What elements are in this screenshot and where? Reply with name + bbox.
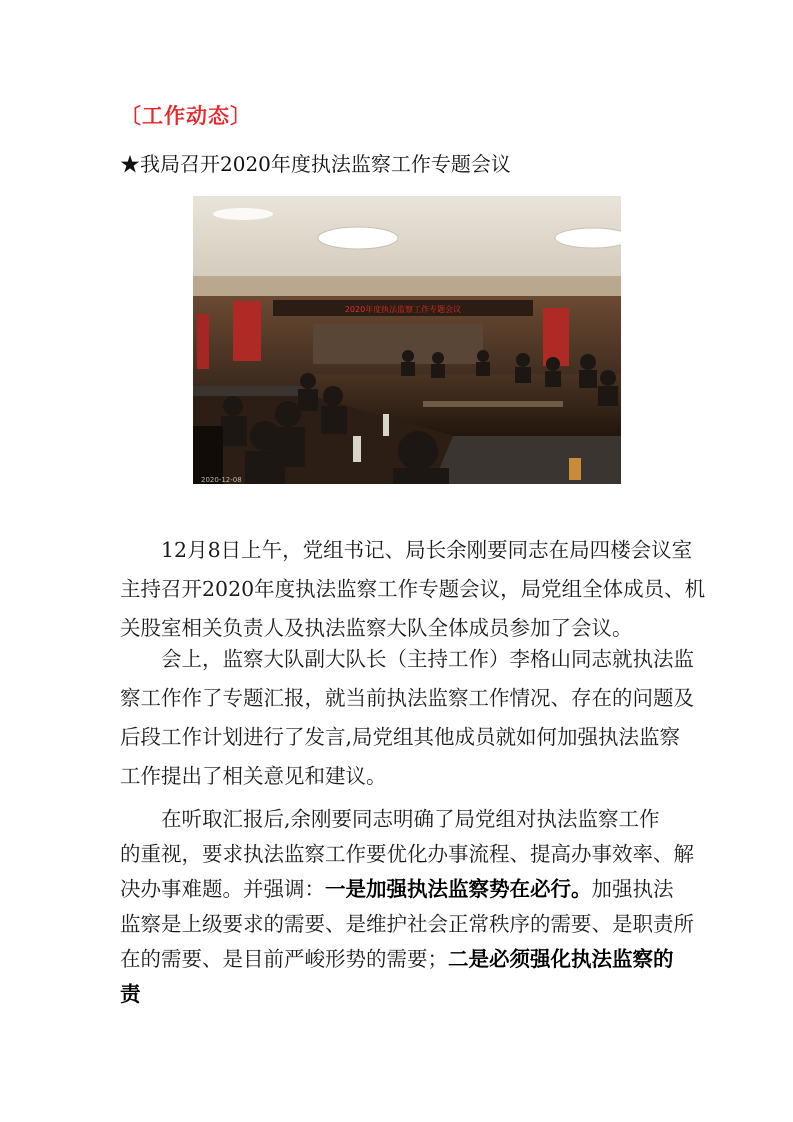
paragraph-3-line: 的重视，要求执法监察工作要优化办事流程、提高办事效率、解: [120, 842, 694, 866]
banner-text: 2020年度执法监察工作专题会议: [344, 305, 462, 314]
paragraph-1: [120, 531, 706, 648]
emphasis-point-two: 二是必须强化执法监察的: [448, 947, 674, 971]
paragraph-3-text: 决办事难题。并强调：: [120, 877, 325, 901]
paragraph-3-line: [120, 942, 680, 977]
paragraph-3: [120, 802, 694, 1012]
paragraph-2-line: 后段工作计划进行了发言,局党组其他成员就如何加强执法监察: [120, 725, 681, 749]
paragraph-1-line: 主持召开2020年度执法监察工作专题会议，局党组全体成员、机: [120, 577, 706, 601]
paragraph-3-line: 责: [120, 982, 141, 1006]
paragraph-3-line: 在听取汇报后,余刚要同志明确了局党组对执法监察工作: [161, 807, 660, 831]
paragraph-2-line: 察工作作了专题汇报，就当前执法监察工作情况、存在的问题及: [120, 686, 694, 710]
paragraph-3-line: [120, 872, 680, 907]
paragraph-2: [120, 640, 694, 796]
paragraph-3-line: 监察是上级要求的需要、是维护社会正常秩序的需要、是职责所: [120, 912, 694, 936]
section-tag: 〔工作动态〕: [120, 103, 252, 128]
article-headline: ★我局召开2020年度执法监察工作专题会议: [120, 152, 511, 176]
paragraph-1-line: 12月8日上午，党组书记、局长余刚要同志在局四楼会议室: [161, 538, 693, 562]
paragraph-3-text: 加强执法: [591, 877, 674, 901]
paragraph-2-line: 工作提出了相关意见和建议。: [120, 764, 387, 788]
paragraph-2-line: 会上，监察大队副大队长（主持工作）李格山同志就执法监: [161, 647, 694, 671]
photo-watermark: 2020-12-08: [201, 476, 242, 484]
paragraph-3-text: 在的需要、是目前严峻形势的需要；: [120, 947, 448, 971]
meeting-photo: [193, 196, 621, 484]
paragraph-1-line: 关股室相关负责人及执法监察大队全体成员参加了会议。: [120, 616, 633, 640]
emphasis-point-one: 一是加强执法监察势在必行。: [325, 877, 592, 901]
